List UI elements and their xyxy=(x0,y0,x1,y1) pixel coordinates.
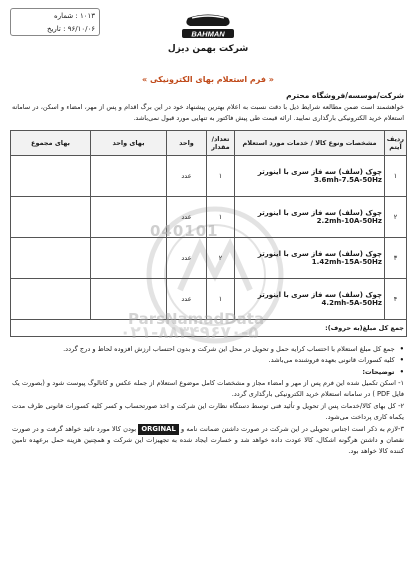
number-label: شماره : xyxy=(54,12,78,20)
bullet-icon: • xyxy=(399,356,404,364)
total-price-field[interactable] xyxy=(11,156,91,197)
date-label: تاریخ : xyxy=(46,25,66,33)
number-row xyxy=(15,10,95,23)
item-quantity: ۱ xyxy=(207,156,235,197)
number-value: ۱۰۱۳ xyxy=(79,12,95,20)
item-unit: عدد xyxy=(167,156,207,197)
date-row xyxy=(15,23,95,36)
item-description xyxy=(235,238,385,279)
greeting: شرکت/موسسه/فروشگاه محترم xyxy=(286,91,404,100)
col-row-title: ردیف xyxy=(386,135,404,143)
item-spec: 1.42mh-15A-50Hz xyxy=(311,258,382,266)
intro-text: خواهشمند است ضمن مطالعه شرایط ذیل با دقت نسبت به اعلام بهترین پیشنهاد خود در این برگ اقدام و پس از مهر، امضاء و اسکن، در سامانه استعلام خرید الکترونیکی بارگذاری نمایید. ارائه قیمت طی پیش فاکتور به تنهایی مورد قبول نمی‌باشد. xyxy=(12,103,404,122)
col-qty-subtitle: مقدار xyxy=(211,143,230,151)
explanations-heading xyxy=(12,367,404,378)
item-spec: 3.6mh-7.5A-50Hz xyxy=(314,176,382,184)
reference-box xyxy=(10,8,100,36)
note-item-3-start: ۳-لازم به ذکر است اجناس تحویلی در این شرکت در صورت داشتن ضمانت نامه و xyxy=(181,425,404,433)
col-row-subtitle: آیتم xyxy=(389,143,402,151)
item-unit: عدد xyxy=(167,238,207,279)
col-unit-header: واحد xyxy=(167,131,207,156)
total-in-words-field[interactable]: جمع کل مبلغ(به حروف): xyxy=(11,320,407,337)
col-qty-title: تعداد/ xyxy=(211,135,230,143)
explanations-title: توضیحات: xyxy=(362,368,395,376)
col-total-price-header: بهای مجموع xyxy=(11,131,91,156)
total-price-field[interactable] xyxy=(11,279,91,320)
unit-price-field[interactable] xyxy=(91,238,167,279)
note-bullet-text: کلیه کسورات قانونی بعهده فروشنده می‌باشد. xyxy=(268,356,395,364)
item-spec: 2.2mh-10A-50Hz xyxy=(316,217,382,225)
note-bullet xyxy=(12,344,404,355)
table-row xyxy=(11,238,407,279)
row-number: ۴ xyxy=(385,279,407,320)
col-desc-header: مشخصات ونوع کالا / خدمات مورد استعلام xyxy=(235,131,385,156)
item-unit: عدد xyxy=(167,279,207,320)
notes-section xyxy=(12,344,404,458)
watermark-phone: ۰۲۱-۸۸۳۴۹۶۷۰-۵ xyxy=(120,323,259,343)
watermark-number: 040101 xyxy=(150,222,219,240)
table-header-row xyxy=(11,131,407,156)
company-name: شرکت بهمن دیزل xyxy=(167,44,249,54)
watermark-site: ParsNamadData xyxy=(128,310,265,328)
note-bullet-text: جمع کل مبلغ استعلام با احتساب کرایه حمل و تحویل در محل این شرکت و بدون احتساب ارزش افزوده لحاظ و درج گردد. xyxy=(63,345,395,353)
item-quantity: ۲ xyxy=(207,238,235,279)
form-title: « فرم استعلام بهای الکترونیکی » xyxy=(142,75,274,84)
total-price-field[interactable] xyxy=(11,238,91,279)
item-name: چوک (سلف) سه فاز سری با اینورتر xyxy=(257,250,382,258)
item-quantity: ۱ xyxy=(207,279,235,320)
note-item-1: ۱- اسکن تکمیل شده این فرم پس از مهر و امضاء مجاز و مشخصات کامل موضوع استعلام از جمله عکس و کاتالوگ پیوست شود و (بصورت یک فایل PDF ) در سامانه استعلام خرید الکترونیکی بارگذاری گردد. xyxy=(12,379,404,398)
item-quantity: ۱ xyxy=(207,197,235,238)
col-row-header xyxy=(385,131,407,156)
item-unit: عدد xyxy=(167,197,207,238)
date-value: ۹۶/۱۰/۰۶ xyxy=(67,25,95,33)
note-bullet xyxy=(12,355,404,366)
item-description xyxy=(235,156,385,197)
table-row xyxy=(11,156,407,197)
col-unit-price-header: بهای واحد xyxy=(91,131,167,156)
unit-price-field[interactable] xyxy=(91,156,167,197)
item-name: چوک (سلف) سه فاز سری با اینورتر xyxy=(257,209,382,217)
original-badge: ORGINAL xyxy=(138,424,178,435)
note-item-3 xyxy=(12,424,404,457)
row-number: ۲ xyxy=(385,197,407,238)
item-description xyxy=(235,197,385,238)
note-item-2: ۲- کل بهای کالا/خدمات پس از تحویل و تأئید فنی توسط دستگاه نظارت این شرکت و اخذ صورتحساب و کسر کلیه کسورات قانونی ظرف مدت یکماه کاری پرداخت می‌شود. xyxy=(12,402,404,421)
item-name: چوک (سلف) سه فاز سری با اینورتر xyxy=(257,291,382,299)
item-spec: 4.2mh-5A-50Hz xyxy=(321,299,382,307)
note-item-3-end: بودن کالا مورد تائید خواهد گرفت و در صورت نقصان و داشتن هرگونه اشکال، کالا عودت داده خواهد شد و خسارت ایجاد شده به تجهیزات این شرکت و همچنین هزینه حمل برعهده تامین کننده کالا خواهد بود. xyxy=(12,425,404,455)
item-name: چوک (سلف) سه فاز سری با اینورتر xyxy=(257,168,382,176)
logo-wordmark: BAHMAN xyxy=(191,29,225,39)
bullet-icon: • xyxy=(399,368,404,376)
row-number: ۱ xyxy=(385,156,407,197)
bullet-icon: • xyxy=(399,345,404,353)
row-number: ۳ xyxy=(385,238,407,279)
col-qty-header xyxy=(207,131,235,156)
total-price-field[interactable] xyxy=(11,197,91,238)
company-logo xyxy=(178,12,238,42)
